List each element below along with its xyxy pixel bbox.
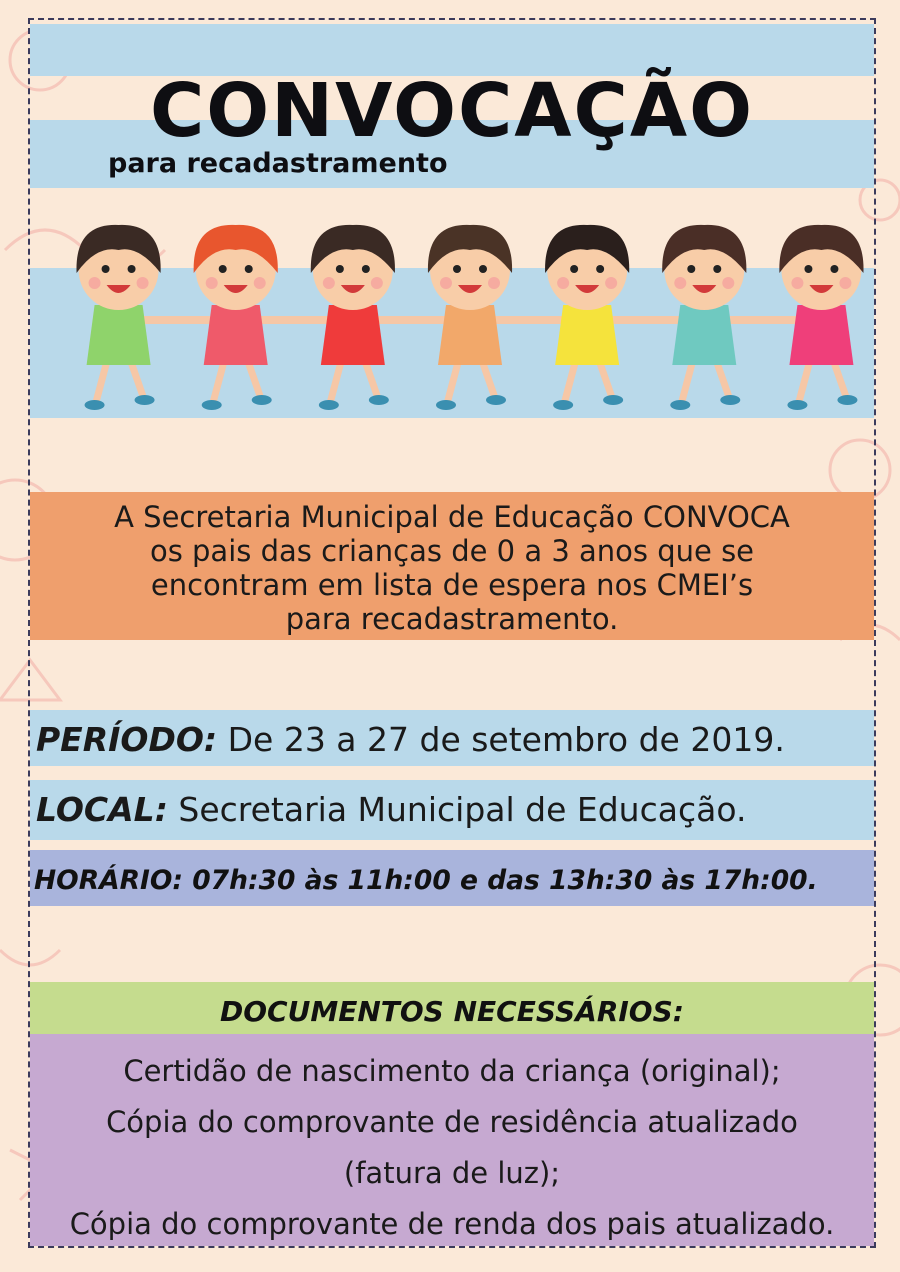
child-figure: [428, 225, 567, 410]
period-line: [36, 720, 785, 759]
hours-line: HORÁRIO: 07h:30 às 11h:00 e das 13h:30 às 17h:00.: [34, 865, 818, 896]
local-value: Secretaria Municipal de Educação.: [178, 790, 747, 829]
document-item: Cópia do comprovante de renda dos pais atualizado.: [69, 1207, 835, 1241]
local-label: LOCAL:: [36, 790, 168, 829]
child-figure: [311, 225, 450, 410]
notice-line: encontram em lista de espera nos CMEI’s: [150, 568, 754, 602]
child-figure: [194, 225, 333, 410]
documents-list: [30, 1046, 874, 1248]
documents-title: DOCUMENTOS NECESSÁRIOS:: [220, 995, 684, 1028]
period-label: PERÍODO:: [36, 720, 218, 759]
child-figure: [545, 225, 684, 410]
child-figure: [662, 225, 801, 410]
document-item: (fatura de luz);: [343, 1156, 561, 1190]
children-holding-hands-illustration: [60, 195, 876, 420]
period-value: De 23 a 27 de setembro de 2019.: [227, 720, 785, 759]
notice-line: A Secretaria Municipal de Educação CONVOCA: [114, 500, 790, 534]
notice-line: para recadastramento.: [285, 602, 619, 636]
document-item: Cópia do comprovante de residência atualizado: [106, 1105, 798, 1139]
page-subtitle: para recadastramento: [108, 148, 448, 179]
page-title: CONVOCAÇÃO: [149, 68, 755, 154]
notice-text: [30, 498, 874, 638]
local-line: [36, 790, 746, 829]
document-item: Certidão de nascimento da criança (original);: [123, 1054, 781, 1088]
poster-frame: [28, 18, 876, 1248]
child-figure: [76, 225, 215, 410]
notice-line: os pais das crianças de 0 a 3 anos que se: [149, 534, 755, 568]
